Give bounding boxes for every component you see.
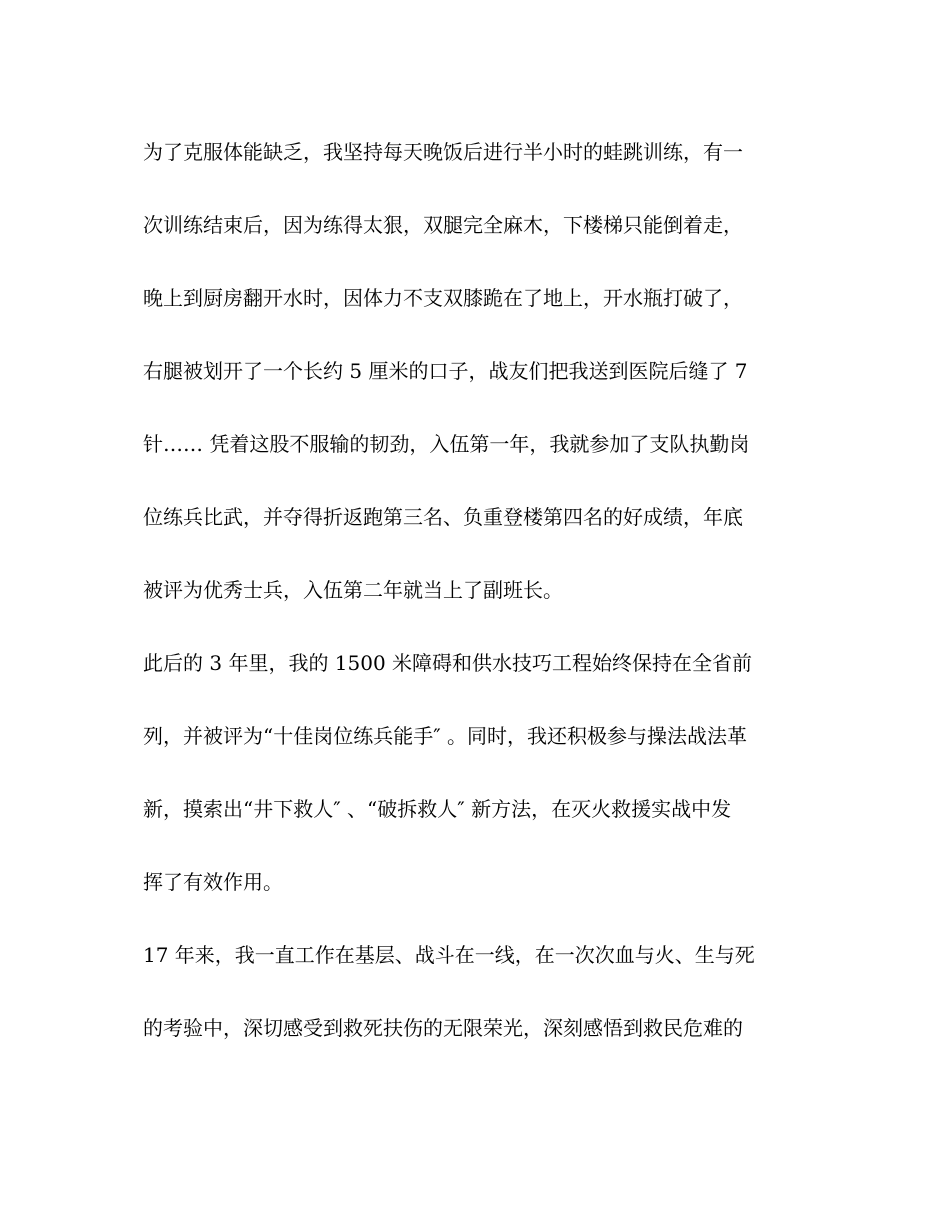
text-line: 位练兵比武，并夺得折返跑第三名、负重登楼第四名的好成绩，年底 bbox=[143, 505, 743, 529]
text-line: 17 年来，我一直工作在基层、战斗在一线，在一次次血与火、生与死 bbox=[143, 943, 755, 967]
text-line: 列，并被评为“十佳岗位练兵能手″ 。同时，我还积极参与操法战法革 bbox=[143, 724, 748, 748]
text-line: 被评为优秀士兵，入伍第二年就当上了副班长。 bbox=[143, 578, 563, 602]
text-line: 针…… 凭着这股不服输的韧劲，入伍第一年，我就参加了支队执勤岗 bbox=[143, 432, 750, 456]
text-line: 此后的 3 年里，我的 1500 米障碍和供水技巧工程始终保持在全省前 bbox=[143, 651, 753, 675]
text-line: 新，摸索出“井下救人″ 、“破拆救人″ 新方法，在灭火救援实战中发 bbox=[143, 797, 732, 821]
text-line: 为了克服体能缺乏，我坚持每天晚饭后进行半小时的蛙跳训练，有一 bbox=[143, 140, 743, 164]
body-text bbox=[143, 132, 813, 1081]
text-line: 的考验中，深切感受到救死扶伤的无限荣光，深刻感悟到救民危难的 bbox=[143, 1016, 743, 1040]
text-line: 右腿被划开了一个长约 5 厘米的口子，战友们把我送到医院后缝了 7 bbox=[143, 359, 748, 383]
text-line: 晚上到厨房翻开水时，因体力不支双膝跪在了地上，开水瓶打破了， bbox=[143, 286, 743, 310]
text-line: 次训练结束后，因为练得太狠，双腿完全麻木，下楼梯只能倒着走， bbox=[143, 213, 743, 237]
text-line: 挥了有效作用。 bbox=[143, 870, 283, 894]
